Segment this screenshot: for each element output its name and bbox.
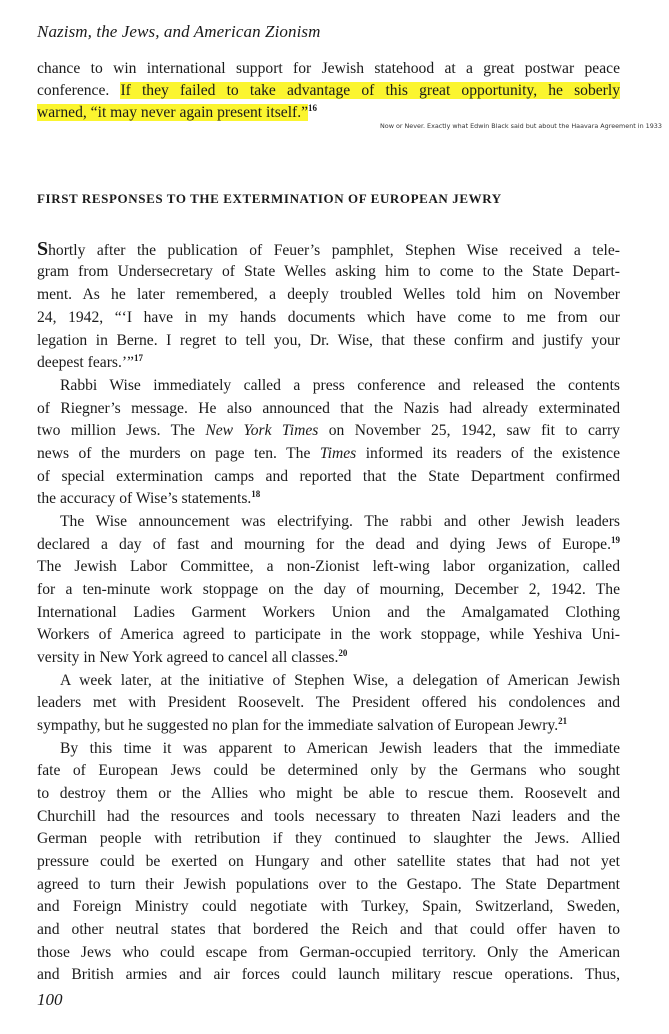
body-line: [37, 715, 620, 737]
body-line: [37, 443, 620, 465]
running-head: Nazism, the Jews, and American Zionism: [37, 22, 321, 41]
highlighted-text: If they failed to take advantage of this great opportunity, he soberly: [120, 82, 620, 99]
footnote-marker: 21: [558, 716, 568, 726]
body-line: [37, 783, 620, 805]
body-line: [37, 851, 620, 873]
text: The Jewish Labor Committee, a non-Zionist left-wing labor organization, called: [37, 558, 620, 575]
section-heading: FIRST RESPONSES TO THE EXTERMINATION OF EUROPEAN JEWRY: [37, 191, 502, 206]
body-line: [37, 896, 620, 918]
body-line: [37, 58, 620, 80]
text: those Jews who could escape from German-occupied territory. Only the American: [37, 944, 620, 961]
text: sympathy, but he suggested no plan for the immediate salvation of European Jewry.: [37, 717, 559, 734]
body-line: [37, 261, 620, 283]
body-line: [37, 466, 620, 488]
body-line: [37, 647, 620, 669]
page-number: 100: [37, 990, 63, 1009]
italic-title: New York Times: [205, 422, 319, 439]
body-line: [37, 964, 620, 986]
text: to destroy them or the Allies who might be able to rescue them. Roosevelt and: [37, 785, 620, 802]
body-line: [37, 307, 620, 329]
body-line: [37, 602, 620, 624]
text: pressure could be exerted on Hungary and other satellite states that had not yet: [37, 853, 620, 870]
footnote-marker: 18: [251, 489, 261, 499]
body-line: [37, 534, 620, 556]
body-line: [37, 375, 620, 397]
text: The Wise announcement was electrifying. The rabbi and other Jewish leaders: [60, 513, 620, 530]
body-line: [37, 806, 620, 828]
text: chance to win international support for Jewish statehood at a great postwar peace: [37, 60, 620, 77]
text: and British armies and air forces could launch military rescue operations. Thus,: [37, 966, 620, 983]
text: the accuracy of Wise’s statements.: [37, 490, 252, 507]
body-line: [37, 738, 620, 760]
body-line: [37, 556, 620, 578]
text: 24, 1942, “‘I have in my hands documents which have come to me from our: [37, 309, 620, 326]
text: deepest fears.’”: [37, 354, 134, 371]
text: German people with retribution if they continued to slaughter the Jews. Allied: [37, 830, 620, 847]
text: declared a day of fast and mourning for the dead and dying Jews of Europe.: [37, 536, 611, 553]
annotation-note: Now or Never. Exactly what Edwin Black said but about the Haavara Agreement in 1933: [380, 122, 662, 130]
text: A week later, at the initiative of Stephen Wise, a delegation of American Jewish: [60, 672, 620, 689]
body-line: [37, 352, 620, 374]
drop-cap: S: [37, 238, 49, 260]
body-line: [37, 942, 620, 964]
body-line: [37, 420, 620, 442]
text: legation in Berne. I regret to tell you, Dr. Wise, that these confirm and justify your: [37, 332, 620, 349]
text: By this time it was apparent to American Jewish leaders that the immediate: [60, 740, 620, 757]
text: of Riegner’s message. He also announced that the Nazis had already exterminated: [37, 400, 620, 417]
body-line: [37, 579, 620, 601]
text: gram from Undersecretary of State Welles asking him to come to the State Depart-: [37, 263, 620, 280]
body-line: [37, 284, 620, 306]
text: leaders met with President Roosevelt. The President offered his condolences and: [37, 694, 620, 711]
footnote-marker: 17: [133, 353, 143, 363]
body-line: [37, 624, 620, 646]
text: on November 25, 1942, saw fit to carry: [318, 422, 620, 439]
body-line: [37, 511, 620, 533]
text: Workers of America agreed to participate in the work stoppage, while Yeshiva Uni-: [37, 626, 620, 643]
body-line: [37, 102, 620, 124]
body-line: [37, 760, 620, 782]
text: Rabbi Wise immediately called a press conference and released the contents: [60, 377, 620, 394]
text: International Ladies Garment Workers Union and the Amalgamated Clothing: [37, 604, 620, 621]
text: and other neutral states that bordered the Reich and that could offer haven to: [37, 921, 620, 938]
footnote-marker: 16: [308, 103, 318, 113]
text: conference.: [37, 82, 110, 99]
text: news of the murders on page ten. The: [37, 445, 320, 462]
text: agreed to turn their Jewish populations over to the Gestapo. The State Department: [37, 876, 620, 893]
text: for a ten-minute work stoppage on the day of mourning, December 2, 1942. The: [37, 581, 620, 598]
body-line: [37, 919, 620, 941]
body-line: [37, 828, 620, 850]
italic-title: Times: [319, 445, 357, 462]
body-line: [37, 670, 620, 692]
text: fate of European Jews could be determined only by the Germans who sought: [37, 762, 620, 779]
text: ment. As he later remembered, a deeply troubled Welles told him on November: [37, 286, 620, 303]
body-line: [37, 398, 620, 420]
text: two million Jews. The: [37, 422, 206, 439]
text: informed its readers of the existence: [356, 445, 620, 462]
body-line: [37, 80, 620, 102]
footnote-marker: 19: [611, 535, 620, 545]
body-line: [37, 488, 620, 510]
text: hortly after the publication of Feuer’s pamphlet, Stephen Wise received a tele-: [48, 242, 620, 259]
body-line: [37, 330, 620, 352]
body-line: [37, 874, 620, 896]
text: Churchill had the resources and tools necessary to threaten Nazi leaders and the: [37, 808, 620, 825]
body-line: [37, 692, 620, 714]
text: of special extermination camps and reported that the State Department confirmed: [37, 468, 620, 485]
text: versity in New York agreed to cancel all classes.: [37, 649, 339, 666]
body-line: [37, 238, 620, 262]
footnote-marker: 20: [338, 648, 348, 658]
highlighted-text: warned, “it may never again present itself.”: [37, 104, 309, 121]
text: and Foreign Ministry could negotiate with Turkey, Spain, Switzerland, Sweden,: [37, 898, 620, 915]
